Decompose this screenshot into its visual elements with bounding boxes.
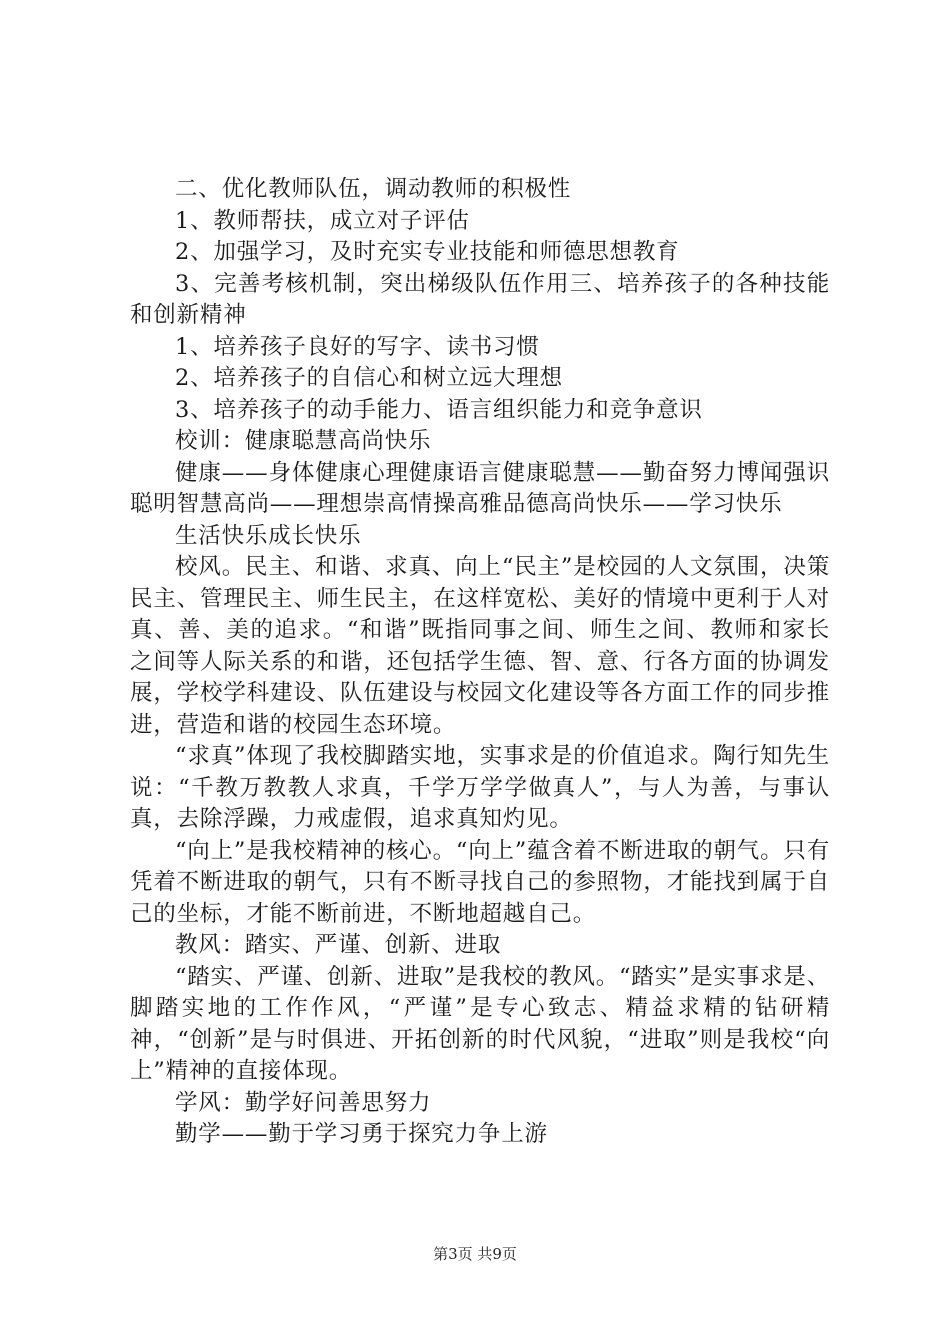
paragraph: 勤学——勤于学习勇于探究力争上游 — [175, 1121, 548, 1147]
body-text — [130, 174, 830, 1151]
paragraph: 1、培养孩子良好的写字、读书习惯 — [175, 333, 540, 360]
paragraph: 3、完善考核机制，突出梯级队伍作用三、培养孩子的各种技能和创新精神 — [130, 270, 830, 328]
paragraph: 校训：健康聪慧高尚快乐 — [175, 428, 432, 454]
paragraph: 校风。民主、和谐、求真、向上“民主”是校园的人文氛围，决策民主、管理民主、师生民主，在这样宽松、美好的情境中更利于人对真、善、美的追求。“和谐”既指同事之间、师生之间、教师和家长之间等人际关系的和谐，还包括学生德、智、意、行各方面的协调发展，学校学科建设、队伍建设与校园文化建设等各方面工作的同步推进，营造和谐的校园生态环境。 — [130, 554, 830, 738]
page-number-label: 第3页 共9页 — [433, 1245, 517, 1263]
paragraph: 二、优化教师队伍，调动教师的积极性 — [175, 176, 572, 202]
page-footer — [0, 1244, 950, 1264]
paragraph: 教风：踏实、严谨、创新、进取 — [175, 932, 502, 958]
paragraph: 2、加强学习，及时充实专业技能和师德思想教育 — [175, 239, 680, 265]
paragraph: “求真”体现了我校脚踏实地，实事求是的价值追求。陶行知先生说：“千教万教教人求真，千学万学学做真人”，与人为善，与事认真，去除浮躁，力戒虚假，追求真知灼见。 — [130, 743, 830, 832]
paragraph: 学风：勤学好问善思努力 — [175, 1089, 432, 1116]
paragraph: 2、培养孩子的自信心和树立远大理想 — [175, 365, 563, 391]
paragraph: 健康——身体健康心理健康语言健康聪慧——勤奋努力博闻强识聪明智慧高尚——理想崇高情操高雅品德高尚快乐——学习快乐 — [130, 459, 830, 517]
paragraph: “踏实、严谨、创新、进取”是我校的教风。“踏实”是实事求是、脚踏实地的工作作风，“严谨”是专心致志、精益求精的钻研精神，“创新”是与时俱进、开拓创新的时代风貌，“进取”则是我校“向上”精神的直接体现。 — [130, 963, 831, 1084]
paragraph: 3、培养孩子的动手能力、语言组织能力和竞争意识 — [175, 396, 703, 423]
paragraph: “向上”是我校精神的核心。“向上”蕴含着不断进取的朝气。只有凭着不断进取的朝气，只有不断寻找自己的参照物，才能找到属于自己的坐标，才能不断前进，不断地超越自己。 — [130, 837, 831, 927]
paragraph: 1、教师帮扶，成立对子评估 — [175, 207, 470, 234]
paragraph: 生活快乐成长快乐 — [175, 522, 362, 549]
